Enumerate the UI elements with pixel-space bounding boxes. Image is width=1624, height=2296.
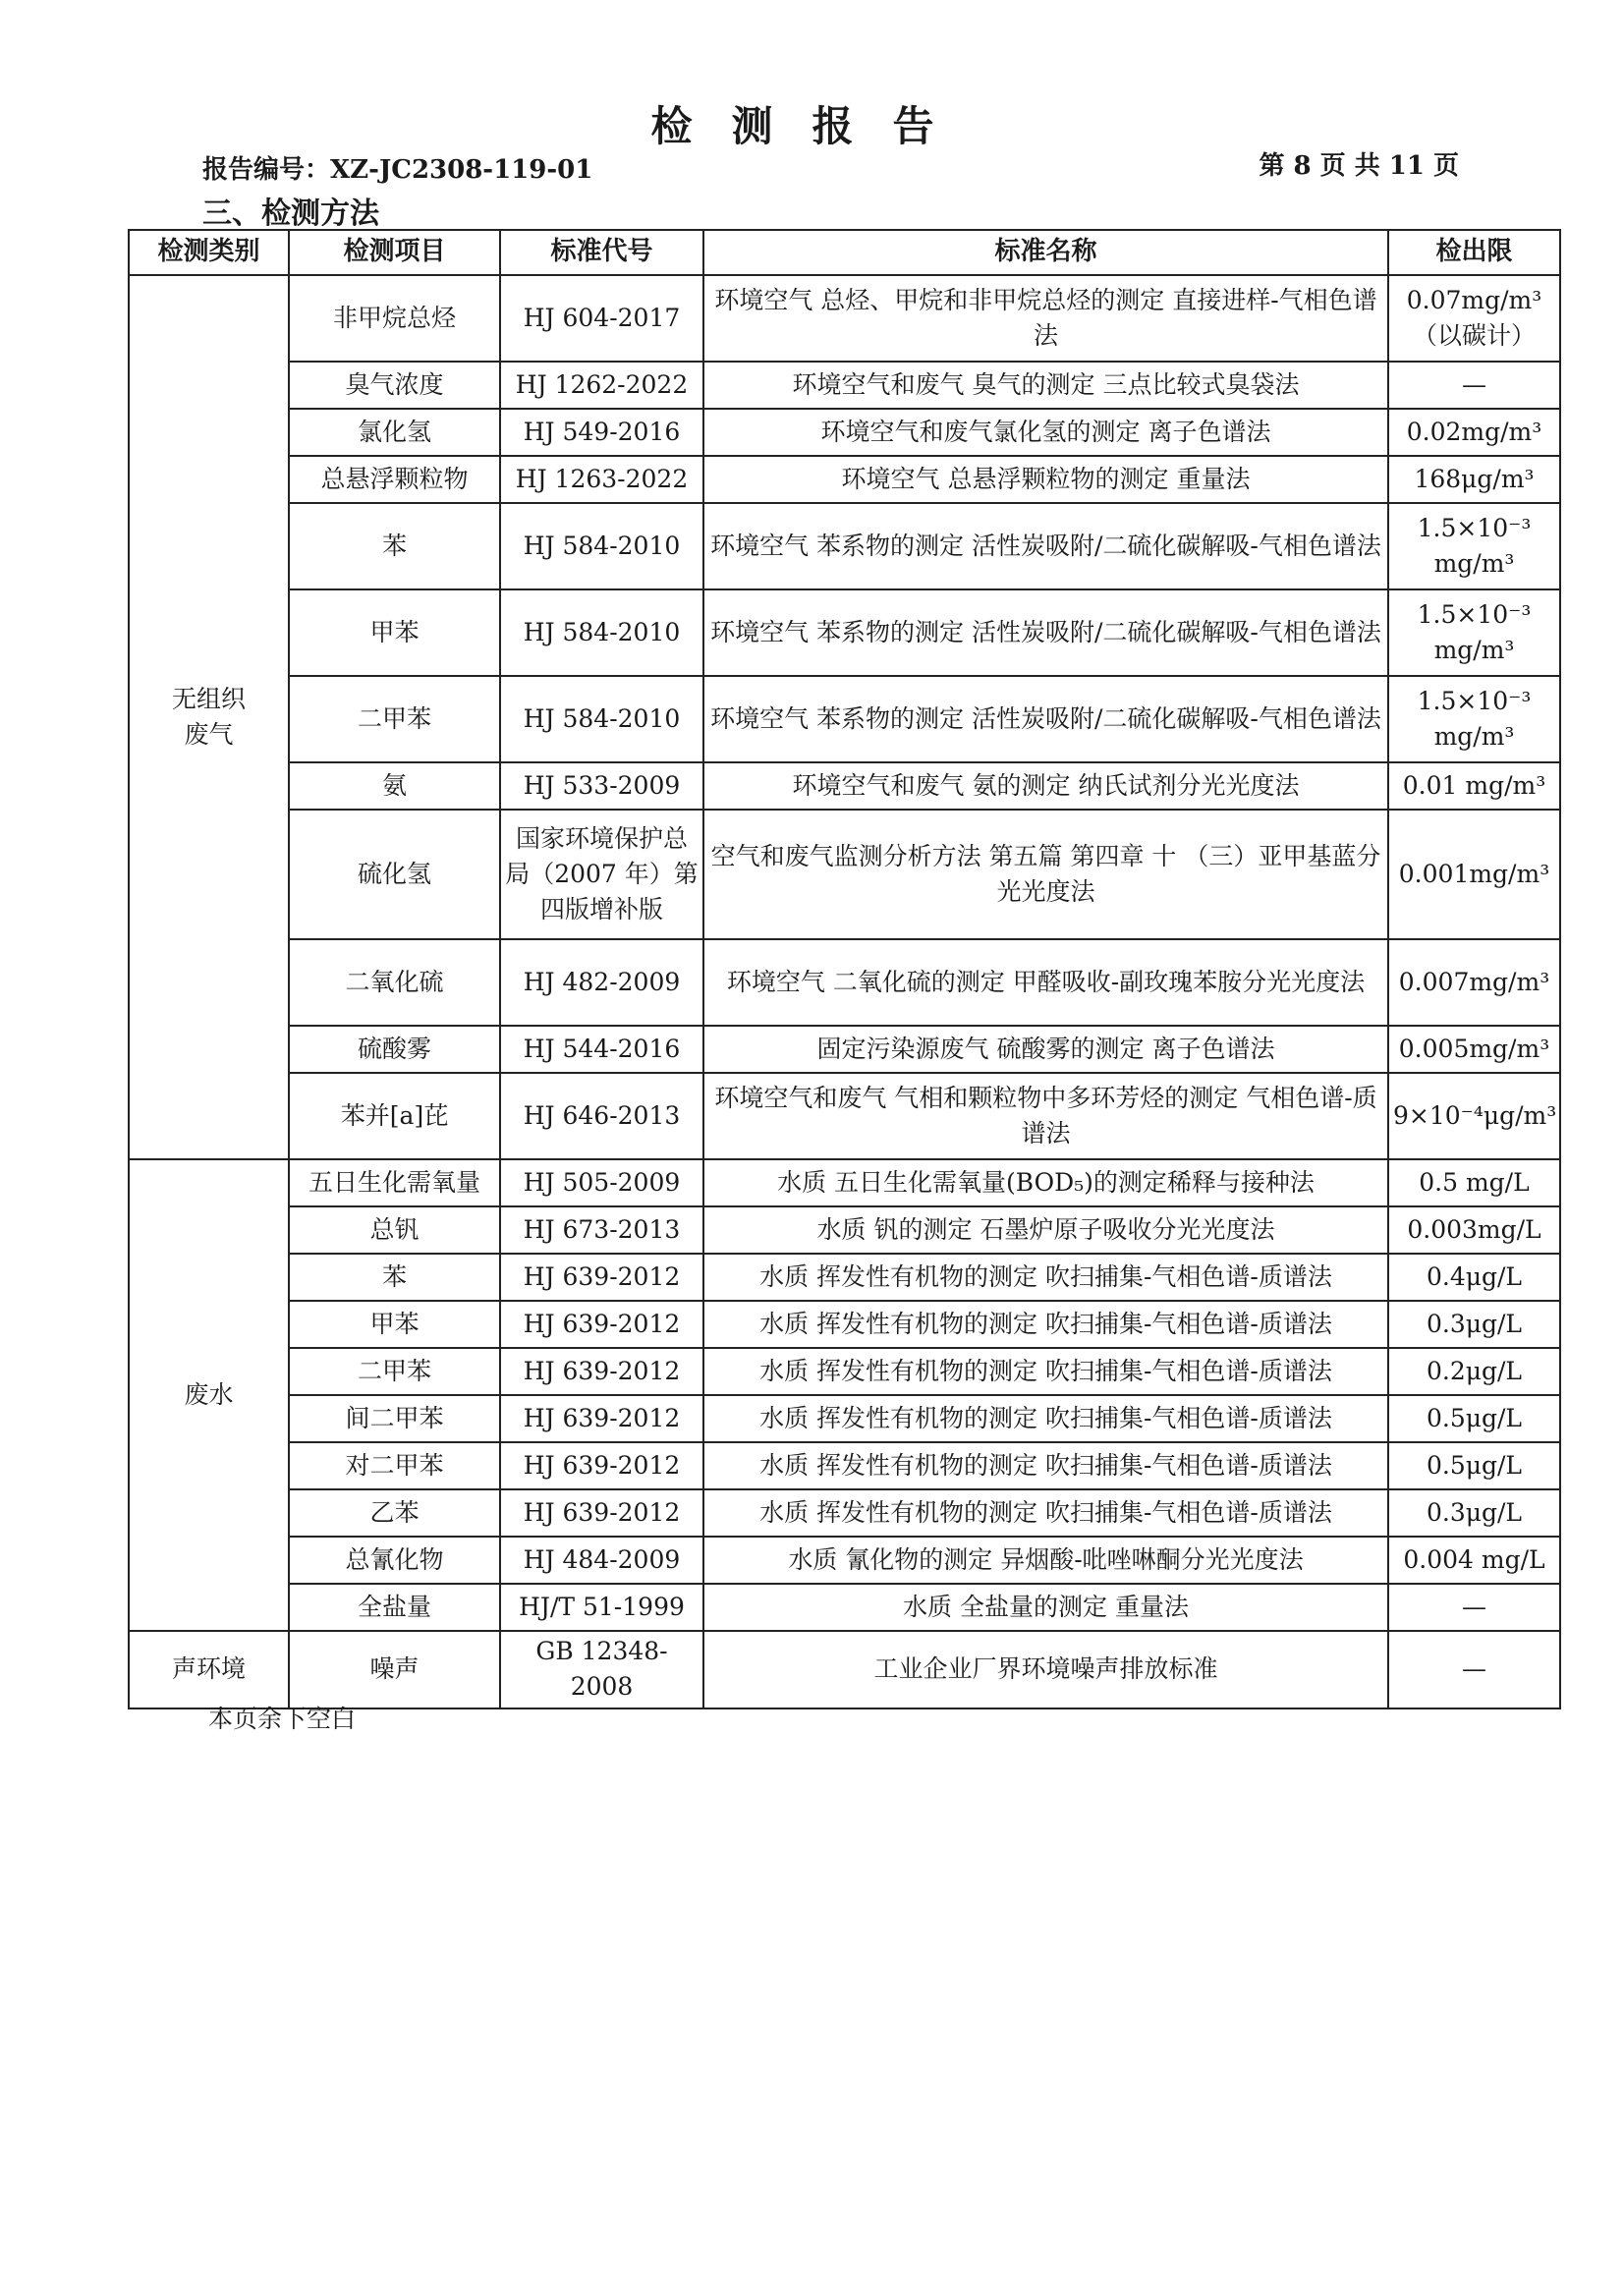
page-number: 第 8 页 共 11 页 — [1259, 151, 1459, 181]
code-cell: HJ 533-2009 — [500, 762, 703, 810]
code-cell: HJ 604-2017 — [500, 275, 703, 362]
item-cell: 五日生化需氧量 — [289, 1159, 500, 1206]
name-cell: 空气和废气监测分析方法 第五篇 第四章 十 （三）亚甲基蓝分光光度法 — [703, 810, 1388, 939]
table-header-row — [129, 230, 1560, 275]
table-row — [129, 1206, 1560, 1254]
limit-cell: 1.5×10⁻³ mg/m³ — [1388, 503, 1560, 589]
table-row — [129, 456, 1560, 503]
table-row — [129, 1159, 1560, 1206]
report-number: 报告编号：XZ-JC2308-119-01 — [202, 155, 593, 185]
code-cell: HJ 482-2009 — [500, 939, 703, 1026]
table-row — [129, 1631, 1560, 1708]
item-cell: 噪声 — [289, 1631, 500, 1708]
item-cell: 总氰化物 — [289, 1537, 500, 1584]
category-cell: 无组织 废气 — [129, 275, 289, 1159]
methods-table — [128, 229, 1561, 1709]
name-cell: 环境空气 苯系物的测定 活性炭吸附/二硫化碳解吸-气相色谱法 — [703, 503, 1388, 589]
limit-cell: 0.3μg/L — [1388, 1489, 1560, 1537]
code-cell: HJ 639-2012 — [500, 1301, 703, 1348]
name-cell: 水质 钒的测定 石墨炉原子吸收分光光度法 — [703, 1206, 1388, 1254]
name-cell: 水质 挥发性有机物的测定 吹扫捕集-气相色谱-质谱法 — [703, 1254, 1388, 1301]
table-body — [129, 275, 1560, 1708]
limit-cell: 0.4μg/L — [1388, 1254, 1560, 1301]
name-cell: 水质 挥发性有机物的测定 吹扫捕集-气相色谱-质谱法 — [703, 1348, 1388, 1395]
code-cell: HJ 544-2016 — [500, 1026, 703, 1073]
name-cell: 水质 挥发性有机物的测定 吹扫捕集-气相色谱-质谱法 — [703, 1301, 1388, 1348]
name-cell: 环境空气 总悬浮颗粒物的测定 重量法 — [703, 456, 1388, 503]
limit-cell: 0.01 mg/m³ — [1388, 762, 1560, 810]
limit-cell: 0.5μg/L — [1388, 1442, 1560, 1489]
code-cell: HJ 1262-2022 — [500, 362, 703, 409]
code-cell: HJ 639-2012 — [500, 1254, 703, 1301]
table-row — [129, 810, 1560, 939]
code-cell: HJ 584-2010 — [500, 503, 703, 589]
limit-cell: 1.5×10⁻³ mg/m³ — [1388, 676, 1560, 762]
table-row — [129, 1254, 1560, 1301]
item-cell: 甲苯 — [289, 1301, 500, 1348]
name-cell: 水质 挥发性有机物的测定 吹扫捕集-气相色谱-质谱法 — [703, 1395, 1388, 1442]
name-cell: 水质 全盐量的测定 重量法 — [703, 1584, 1388, 1631]
name-cell: 固定污染源废气 硫酸雾的测定 离子色谱法 — [703, 1026, 1388, 1073]
item-cell: 总钒 — [289, 1206, 500, 1254]
name-cell: 水质 五日生化需氧量(BOD₅)的测定稀释与接种法 — [703, 1159, 1388, 1206]
item-cell: 总悬浮颗粒物 — [289, 456, 500, 503]
table-row — [129, 409, 1560, 456]
name-cell: 水质 挥发性有机物的测定 吹扫捕集-气相色谱-质谱法 — [703, 1442, 1388, 1489]
limit-cell: 0.3μg/L — [1388, 1301, 1560, 1348]
limit-cell: 0.007mg/m³ — [1388, 939, 1560, 1026]
code-cell: HJ 505-2009 — [500, 1159, 703, 1206]
table-row — [129, 1348, 1560, 1395]
limit-cell: — — [1388, 1631, 1560, 1708]
table-row — [129, 362, 1560, 409]
code-cell: HJ 549-2016 — [500, 409, 703, 456]
item-cell: 间二甲苯 — [289, 1395, 500, 1442]
name-cell: 环境空气 苯系物的测定 活性炭吸附/二硫化碳解吸-气相色谱法 — [703, 589, 1388, 676]
name-cell: 环境空气和废气 氨的测定 纳氏试剂分光光度法 — [703, 762, 1388, 810]
name-cell: 水质 挥发性有机物的测定 吹扫捕集-气相色谱-质谱法 — [703, 1489, 1388, 1537]
limit-cell: 0.07mg/m³ （以碳计） — [1388, 275, 1560, 362]
limit-cell: 0.003mg/L — [1388, 1206, 1560, 1254]
code-cell: 国家环境保护总局（2007 年）第四版增补版 — [500, 810, 703, 939]
name-cell: 水质 氰化物的测定 异烟酸-吡唑啉酮分光光度法 — [703, 1537, 1388, 1584]
item-cell: 氨 — [289, 762, 500, 810]
item-cell: 乙苯 — [289, 1489, 500, 1537]
code-cell: HJ/T 51-1999 — [500, 1584, 703, 1631]
limit-cell: — — [1388, 1584, 1560, 1631]
limit-cell: 0.2μg/L — [1388, 1348, 1560, 1395]
item-cell: 硫化氢 — [289, 810, 500, 939]
code-cell: GB 12348-2008 — [500, 1631, 703, 1708]
code-cell: HJ 639-2012 — [500, 1395, 703, 1442]
category-cell: 废水 — [129, 1159, 289, 1631]
code-cell: HJ 639-2012 — [500, 1348, 703, 1395]
code-cell: HJ 639-2012 — [500, 1489, 703, 1537]
limit-cell: 1.5×10⁻³ mg/m³ — [1388, 589, 1560, 676]
limit-cell: 0.005mg/m³ — [1388, 1026, 1560, 1073]
item-cell: 苯 — [289, 1254, 500, 1301]
table-row — [129, 1584, 1560, 1631]
item-cell: 苯并[a]芘 — [289, 1073, 500, 1159]
name-cell: 工业企业厂界环境噪声排放标准 — [703, 1631, 1388, 1708]
report-title: 检测报告 — [650, 102, 974, 150]
item-cell: 二氧化硫 — [289, 939, 500, 1026]
col-header-limit: 检出限 — [1388, 230, 1560, 275]
table-row — [129, 1489, 1560, 1537]
limit-cell: 0.5 mg/L — [1388, 1159, 1560, 1206]
col-header-code: 标准代号 — [500, 230, 703, 275]
col-header-category: 检测类别 — [129, 230, 289, 275]
item-cell: 氯化氢 — [289, 409, 500, 456]
name-cell: 环境空气 苯系物的测定 活性炭吸附/二硫化碳解吸-气相色谱法 — [703, 676, 1388, 762]
code-cell: HJ 1263-2022 — [500, 456, 703, 503]
item-cell: 臭气浓度 — [289, 362, 500, 409]
code-cell: HJ 584-2010 — [500, 589, 703, 676]
limit-cell: 0.004 mg/L — [1388, 1537, 1560, 1584]
code-cell: HJ 646-2013 — [500, 1073, 703, 1159]
name-cell: 环境空气和废气 臭气的测定 三点比较式臭袋法 — [703, 362, 1388, 409]
table-row — [129, 939, 1560, 1026]
item-cell: 非甲烷总烃 — [289, 275, 500, 362]
footer-note: 本页余下空白 — [208, 1705, 357, 1733]
limit-cell: 9×10⁻⁴μg/m³ — [1388, 1073, 1560, 1159]
col-header-item: 检测项目 — [289, 230, 500, 275]
limit-cell: 168μg/m³ — [1388, 456, 1560, 503]
table-row — [129, 1395, 1560, 1442]
table-row — [129, 1301, 1560, 1348]
name-cell: 环境空气和废气 气相和颗粒物中多环芳烃的测定 气相色谱-质谱法 — [703, 1073, 1388, 1159]
limit-cell: 0.001mg/m³ — [1388, 810, 1560, 939]
item-cell: 二甲苯 — [289, 676, 500, 762]
item-cell: 甲苯 — [289, 589, 500, 676]
code-cell: HJ 584-2010 — [500, 676, 703, 762]
category-cell: 声环境 — [129, 1631, 289, 1708]
table-row — [129, 275, 1560, 362]
table-row — [129, 1442, 1560, 1489]
item-cell: 苯 — [289, 503, 500, 589]
code-cell: HJ 484-2009 — [500, 1537, 703, 1584]
table-row — [129, 676, 1560, 762]
table-row — [129, 762, 1560, 810]
item-cell: 对二甲苯 — [289, 1442, 500, 1489]
limit-cell: — — [1388, 362, 1560, 409]
table-row — [129, 1537, 1560, 1584]
table-row — [129, 589, 1560, 676]
limit-cell: 0.5μg/L — [1388, 1395, 1560, 1442]
item-cell: 硫酸雾 — [289, 1026, 500, 1073]
section-title: 三、检测方法 — [202, 196, 379, 231]
code-cell: HJ 639-2012 — [500, 1442, 703, 1489]
name-cell: 环境空气 二氧化硫的测定 甲醛吸收-副玫瑰苯胺分光光度法 — [703, 939, 1388, 1026]
code-cell: HJ 673-2013 — [500, 1206, 703, 1254]
table-row — [129, 503, 1560, 589]
table-row — [129, 1073, 1560, 1159]
item-cell: 二甲苯 — [289, 1348, 500, 1395]
table-row — [129, 1026, 1560, 1073]
col-header-name: 标准名称 — [703, 230, 1388, 275]
item-cell: 全盐量 — [289, 1584, 500, 1631]
limit-cell: 0.02mg/m³ — [1388, 409, 1560, 456]
name-cell: 环境空气 总烃、甲烷和非甲烷总烃的测定 直接进样-气相色谱法 — [703, 275, 1388, 362]
name-cell: 环境空气和废气氯化氢的测定 离子色谱法 — [703, 409, 1388, 456]
